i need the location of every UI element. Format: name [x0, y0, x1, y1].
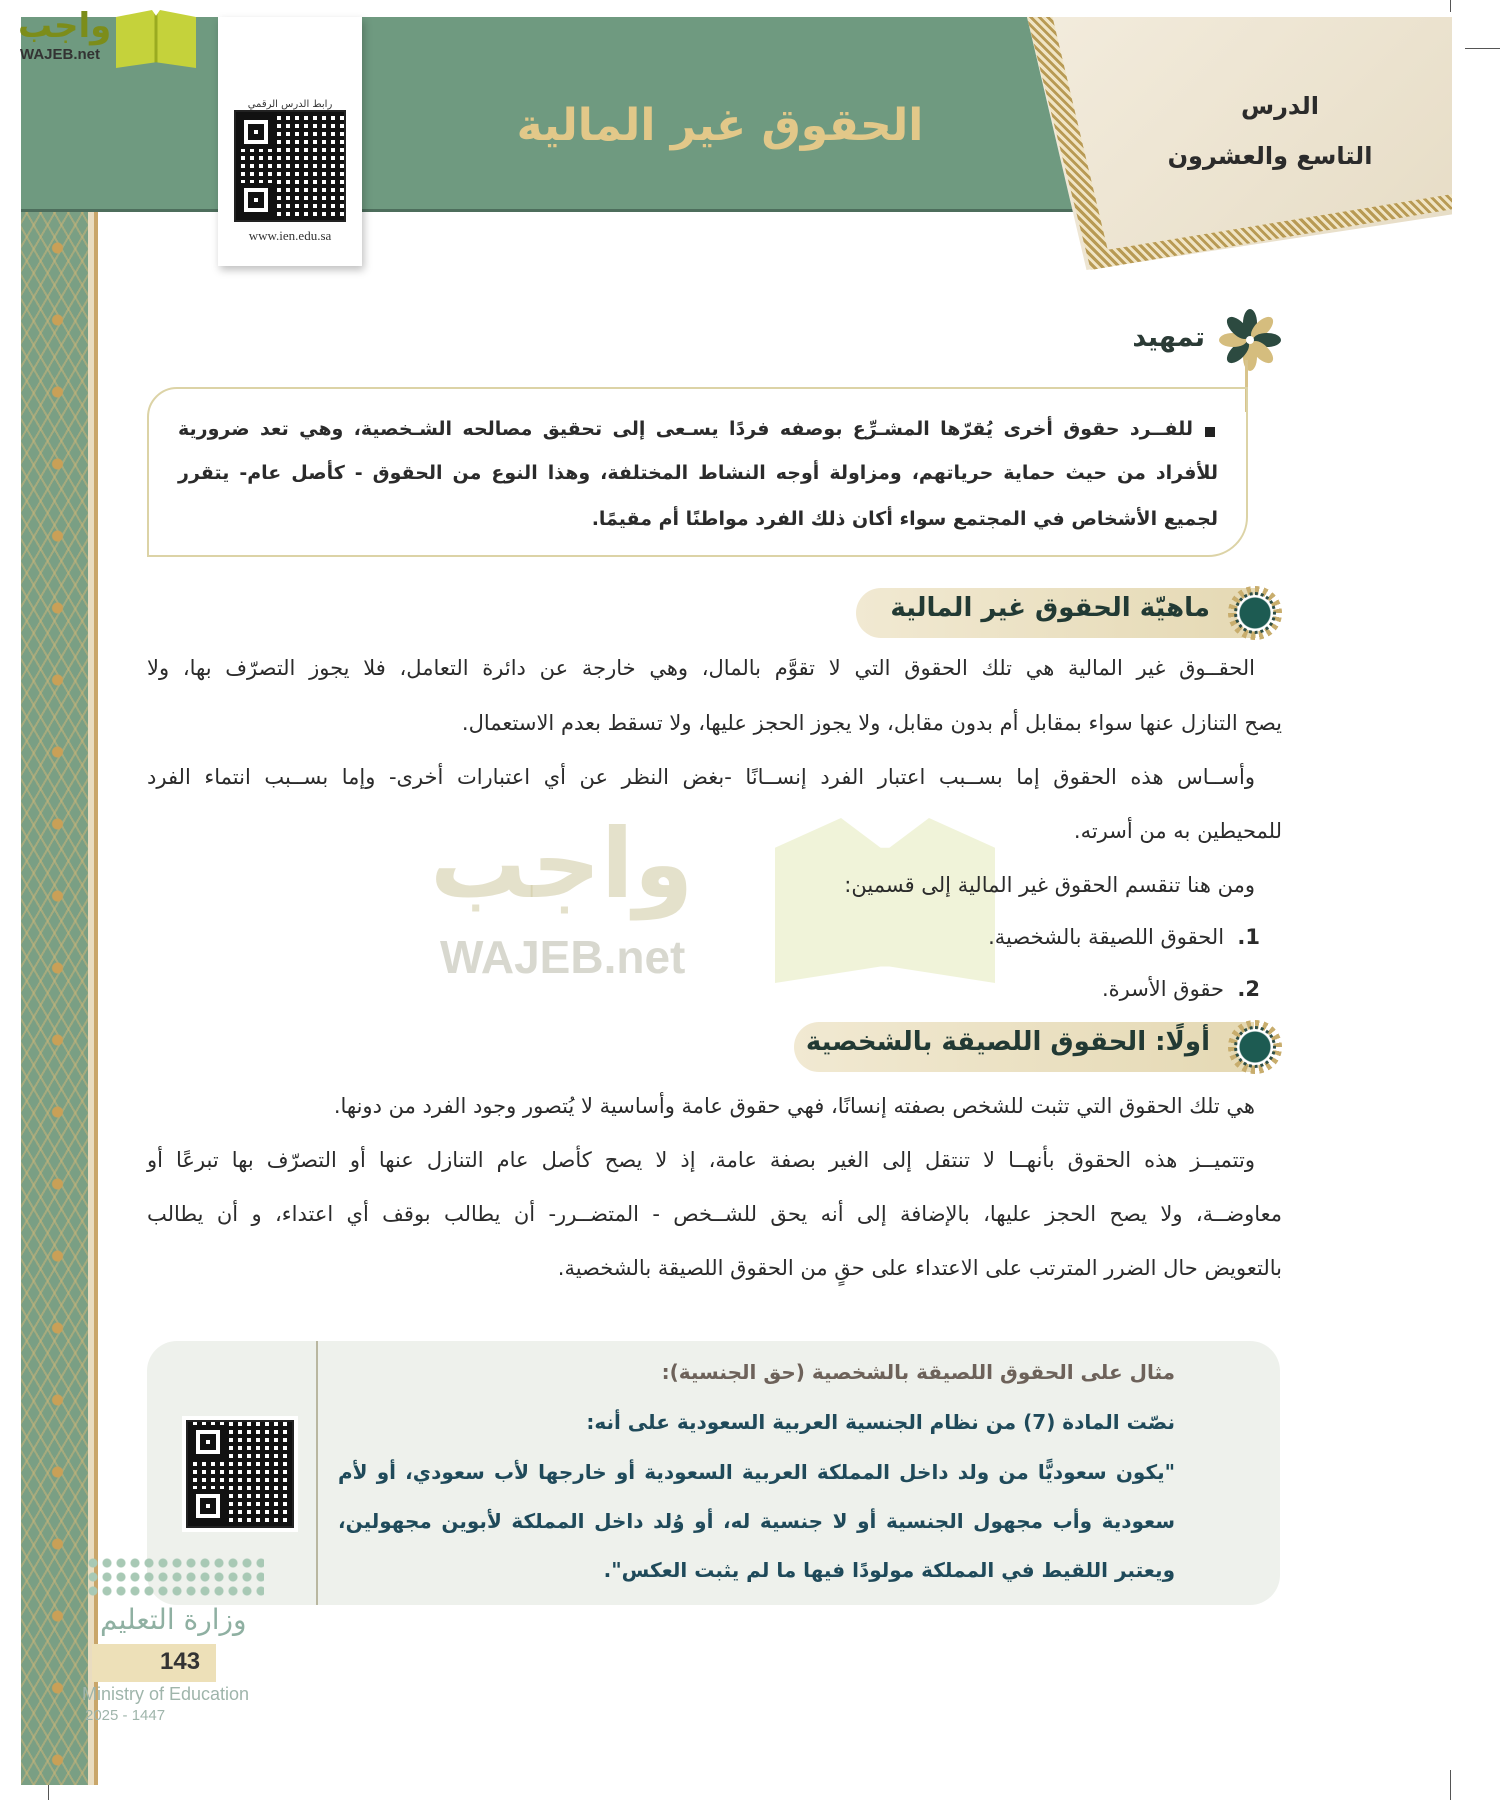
section-heading: ماهيّة الحقوق غير المالية: [890, 593, 1210, 623]
list-number: 1.: [1237, 925, 1260, 949]
paragraph-line: للمحيطين به من أسرته.: [1073, 819, 1282, 843]
paragraph-line: الحقــوق غير المالية هي تلك الحقوق التي لا تقوَّم بالمال، وهي خارجة عن دائرة التعامل، فلا يجوز التصرّف بها، ولا: [147, 656, 1255, 680]
crop-mark: [1450, 0, 1451, 12]
ministry-name-en: Ministry of Education: [82, 1684, 250, 1704]
book-icon: [116, 10, 196, 68]
digital-lesson-card[interactable]: [218, 17, 362, 266]
section-heading: أولًا: الحقوق اللصيقة بالشخصية: [805, 1027, 1210, 1057]
qr-code-icon[interactable]: [186, 1420, 294, 1528]
ministry-name-ar: وزارة التعليم: [100, 1603, 247, 1636]
intro-line: للفــرد حقوق أخرى يُقرّها المشـرِّع بوصفه فردًا يسـعى إلى تحقيق مصالحه الشـخصية، وهي تعد ضرورية: [178, 418, 1193, 440]
paragraph-line: معاوضــة، ولا يصح الحجز عليها، بالإضافة إلى أنه يحق للشــخص - المتضــرر- أن يطالب بوقف أي اعتداء، و أن يطالب: [147, 1202, 1282, 1226]
intro-heading: تمهيد: [1132, 322, 1205, 353]
example-line: سعودية وأب مجهول الجنسية أو لا جنسية له، أو وُلد داخل المملكة لأبوين مجهولين،: [338, 1509, 1175, 1533]
list-item: [1102, 977, 1260, 1002]
watermark-text-en: WAJEB.net: [440, 931, 686, 983]
lesson-label: الدرس: [1240, 92, 1320, 120]
flower-icon: [1218, 308, 1282, 372]
example-heading: مثال على الحقوق اللصيقة بالشخصية (حق الجنسية):: [661, 1360, 1175, 1384]
wajeb-logo[interactable]: [8, 4, 193, 66]
qr-code-icon[interactable]: [234, 110, 346, 222]
example-line: نصّت المادة (7) من نظام الجنسية العربية السعودية على أنه:: [586, 1410, 1175, 1434]
lesson-title: الحقوق غير المالية: [516, 100, 924, 151]
example-qr[interactable]: [182, 1416, 298, 1532]
divider: [316, 1341, 318, 1605]
academic-years: 2025 - 1447: [85, 1707, 166, 1724]
paragraph-line: يصح التنازل عنها سواء بمقابل أم بدون مقابل، ولا يجوز الحجز عليها، ولا تسقط بعدم الاستعمال.: [461, 711, 1282, 735]
qr-url[interactable]: www.ien.edu.sa: [248, 228, 332, 243]
bullet-icon: [1205, 427, 1215, 437]
ornament-icon: [1228, 586, 1282, 640]
example-line: "يكون سعوديًّا من ولد داخل المملكة العربية السعودية أو خارجها لأب سعودي، أو لأم: [338, 1460, 1175, 1484]
paragraph-line: ومن هنا تنقسم الحقوق غير المالية إلى قسمين:: [844, 873, 1255, 897]
intro-line: للأفراد من حيث حماية حرياتهم، ومزاولة أوجه النشاط المختلفة، وهذا النوع من الحقوق - كأصل عام- يتقرر: [178, 462, 1218, 484]
list-text: الحقوق اللصيقة بالشخصية.: [988, 925, 1225, 949]
page-number: 143: [160, 1648, 201, 1675]
watermark-book-icon: [775, 818, 995, 983]
ministry-logo-icon: [86, 1556, 264, 1600]
ornament-icon: [1228, 1020, 1282, 1074]
list-text: حقوق الأسرة.: [1101, 977, 1225, 1001]
lesson-number: التاسع والعشرون: [1167, 142, 1373, 170]
paragraph-line: بالتعويض حال الضرر المترتب على الاعتداء على حقٍ من الحقوق اللصيقة بالشخصية.: [557, 1256, 1282, 1280]
logo-text-ar: واجب: [18, 6, 112, 46]
qr-label: رابط الدرس الرقمي: [247, 99, 333, 110]
list-number: 2.: [1237, 977, 1260, 1001]
border-line: [94, 212, 98, 1785]
crop-mark: [1465, 48, 1500, 49]
paragraph-line: هي تلك الحقوق التي تثبت للشخص بصفته إنسانًا، فهي حقوق عامة وأساسية لا يُتصور وجود الفرد من دونها.: [333, 1094, 1255, 1118]
crop-mark: [1450, 1770, 1451, 1800]
ornamental-border: [21, 212, 94, 1785]
logo-text-en: WAJEB.net: [20, 46, 101, 63]
watermark-text: واجب: [430, 808, 694, 920]
intro-line: لجميع الأشخاص في المجتمع سواء أكان ذلك الفرد مواطنًا أم مقيمًا.: [591, 508, 1218, 530]
list-item: [988, 925, 1260, 950]
paragraph-line: وتتميــز هذه الحقوق بأنهــا لا تنتقل إلى الغير بصفة عامة، إذ لا يصح كأصل عام التنازل عنها أو التصرّف بها تبرعًا أو: [147, 1148, 1255, 1172]
example-line: ويعتبر اللقيط في المملكة مولودًا فيها ما لم يثبت العكس".: [603, 1558, 1175, 1582]
paragraph-line: وأســاس هذه الحقوق إما بســبب اعتبار الفرد إنســانًا -بغض النظر عن أي اعتبارات أخرى- وإما بســبب انتماء الفرد: [147, 765, 1255, 789]
